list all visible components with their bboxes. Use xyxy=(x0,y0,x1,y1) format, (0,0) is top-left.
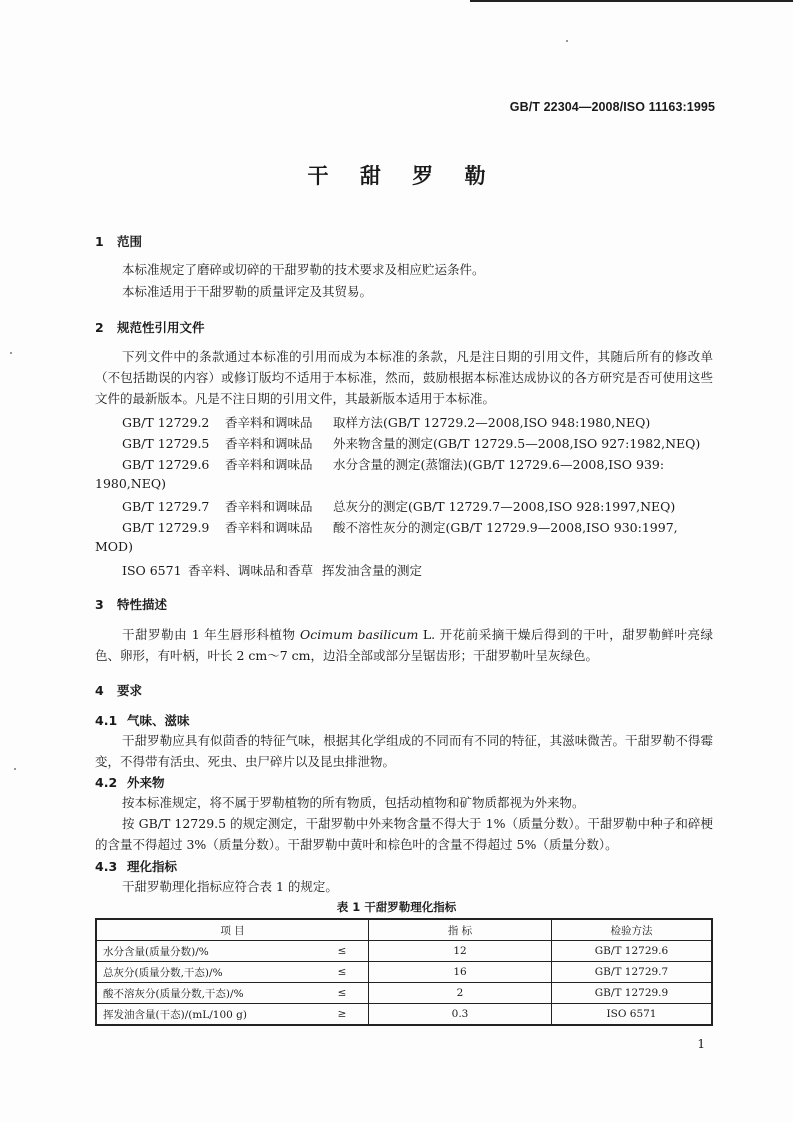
cell-item: 水分含量(质量分数)/% xyxy=(96,941,316,962)
cell-method: GB/T 12729.9 xyxy=(552,983,713,1004)
cell-value: 16 xyxy=(369,962,552,983)
ref-code: GB/T 12729.7 xyxy=(122,499,210,514)
paragraph: 本标准适用于干甜罗勒的质量评定及其贸易。 xyxy=(122,284,373,299)
reference-entry xyxy=(122,561,422,579)
cell-operator: ≤ xyxy=(316,962,369,983)
cell-method: GB/T 12729.7 xyxy=(552,962,713,983)
scan-speck xyxy=(14,768,16,770)
subsection-title: 气味、滋味 xyxy=(127,713,190,728)
cell-value: 2 xyxy=(369,983,552,1004)
scan-speck xyxy=(10,352,12,354)
subsection-number: 4.2 xyxy=(95,775,118,790)
reference-entry xyxy=(122,434,700,452)
section-heading-1 xyxy=(95,232,142,250)
ref-category: 香辛料和调味品 xyxy=(225,499,313,514)
ref-category: 香辛料、调味品和香草 xyxy=(188,563,314,578)
table-row xyxy=(96,962,712,983)
section-title: 特性描述 xyxy=(117,597,168,612)
subsection-heading-4-3 xyxy=(95,857,177,875)
subsection-heading-4-2 xyxy=(95,773,165,791)
text-run: 干甜罗勒由 1 年生唇形科植物 xyxy=(122,627,301,642)
ref-category: 香辛料和调味品 xyxy=(225,520,313,535)
cell-method: GB/T 12729.6 xyxy=(552,941,713,962)
ref-code: GB/T 12729.6 xyxy=(122,457,210,472)
section-number: 1 xyxy=(95,234,104,249)
ref-description: 水分含量的测定(蒸馏法)(GB/T 12729.6—2008,ISO 939: xyxy=(333,457,665,472)
section-heading-3 xyxy=(95,595,167,613)
cell-value: 0.3 xyxy=(369,1004,552,1026)
subsection-title: 外来物 xyxy=(127,775,165,790)
cell-operator: ≤ xyxy=(316,941,369,962)
table-row xyxy=(96,983,712,1004)
table-row xyxy=(96,941,712,962)
ref-code: GB/T 12729.2 xyxy=(122,415,210,430)
cell-operator: ≤ xyxy=(316,983,369,1004)
paragraph: 干甜罗勒理化指标应符合表 1 的规定。 xyxy=(122,879,338,894)
section-number: 3 xyxy=(95,597,104,612)
reference-entry xyxy=(122,497,675,515)
cell-item: 酸不溶灰分(质量分数,干态)/% xyxy=(96,983,316,1004)
header-value: 指 标 xyxy=(369,919,552,941)
ref-description: 取样方法(GB/T 12729.2—2008,ISO 948:1980,NEQ) xyxy=(333,415,651,430)
section-title: 规范性引用文件 xyxy=(117,320,205,335)
paragraph xyxy=(95,624,713,666)
spec-table xyxy=(95,918,713,1026)
section-heading-4 xyxy=(95,681,142,699)
top-border-line xyxy=(470,0,793,2)
subsection-number: 4.1 xyxy=(95,713,118,728)
paragraph: 下列文件中的条款通过本标准的引用而成为本标准的条款，凡是注日期的引用文件，其随后所有的修改单（不包括勘误的内容）或修订版均不适用于本标准，然而，鼓励根据本标准达成协议的各方研究是否可使用这些文件的最新版本。凡是不注日期的引用文件，其最新版本适用于本标准。 xyxy=(95,349,713,406)
table-row xyxy=(96,1004,712,1026)
paragraph: 干甜罗勒应具有似茴香的特征气味，根据其化学组成的不同而有不同的特征，其滋味微苦。干甜罗勒不得霉变，不得带有活虫、死虫、虫尸碎片以及昆虫排泄物。 xyxy=(95,733,713,769)
header-method: 检验方法 xyxy=(552,919,713,941)
section-number: 2 xyxy=(95,320,104,335)
reference-continuation: 1980,NEQ) xyxy=(95,476,166,491)
cell-method: ISO 6571 xyxy=(552,1004,713,1026)
ref-description: 酸不溶性灰分的测定(GB/T 12729.9—2008,ISO 930:1997, xyxy=(333,520,678,535)
cell-value: 12 xyxy=(369,941,552,962)
paragraph: 按本标准规定，将不属于罗勒植物的所有物质，包括动植物和矿物质都视为外来物。 xyxy=(122,795,585,810)
ref-code: ISO 6571 xyxy=(122,563,182,578)
reference-entry xyxy=(122,518,678,536)
cell-operator: ≥ xyxy=(316,1004,369,1026)
table-header-row xyxy=(96,919,712,941)
ref-category: 香辛料和调味品 xyxy=(225,415,313,430)
reference-entry xyxy=(122,413,650,431)
table-caption: 表 1 干甜罗勒理化指标 xyxy=(336,900,457,914)
ref-code: GB/T 12729.5 xyxy=(122,436,210,451)
subsection-title: 理化指标 xyxy=(127,859,178,874)
reference-entry xyxy=(122,455,664,473)
section-heading-2 xyxy=(95,318,205,336)
reference-continuation: MOD) xyxy=(95,539,133,554)
standard-code: GB/T 22304—2008/ISO 11163:1995 xyxy=(509,100,715,114)
ref-category: 香辛料和调味品 xyxy=(225,457,313,472)
section-title: 要求 xyxy=(117,683,143,698)
cell-item: 挥发油含量(干态)/(mL/100 g) xyxy=(96,1004,316,1026)
species-name: Ocimum basilicum xyxy=(300,627,419,642)
ref-category: 香辛料和调味品 xyxy=(225,436,313,451)
subsection-heading-4-1 xyxy=(95,711,190,729)
paragraph: 本标准规定了磨碎或切碎的干甜罗勒的技术要求及相应贮运条件。 xyxy=(122,262,485,277)
paragraph: 按 GB/T 12729.5 的规定测定，干甜罗勒中外来物含量不得大于 1%（质量分数）。干甜罗勒中种子和碎梗的含量不得超过 3%（质量分数）。干甜罗勒中黄叶和棕色叶的含量不得超过 5%（质量分数）。 xyxy=(95,816,713,852)
ref-code: GB/T 12729.9 xyxy=(122,520,210,535)
document-title: 干 甜 罗 勒 xyxy=(307,164,498,188)
ref-description: 挥发油含量的测定 xyxy=(322,563,423,578)
ref-description: 外来物含量的测定(GB/T 12729.5—2008,ISO 927:1982,NEQ) xyxy=(333,436,701,451)
page-number: 1 xyxy=(697,1037,705,1051)
scan-speck xyxy=(566,40,568,42)
cell-item: 总灰分(质量分数,干态)/% xyxy=(96,962,316,983)
subsection-number: 4.3 xyxy=(95,859,118,874)
section-number: 4 xyxy=(95,683,104,698)
section-title: 范围 xyxy=(117,234,143,249)
ref-description: 总灰分的测定(GB/T 12729.7—2008,ISO 928:1997,NEQ) xyxy=(333,499,676,514)
text-run: L. 开花前采摘干燥后得到的干叶，甜罗勒鲜叶亮绿色、卵形，有叶柄，叶长 2 cm～7 cm，边沿全部或部分呈锯齿形；干甜罗勒叶呈灰绿色。 xyxy=(95,627,713,663)
header-item: 项 目 xyxy=(96,919,369,941)
